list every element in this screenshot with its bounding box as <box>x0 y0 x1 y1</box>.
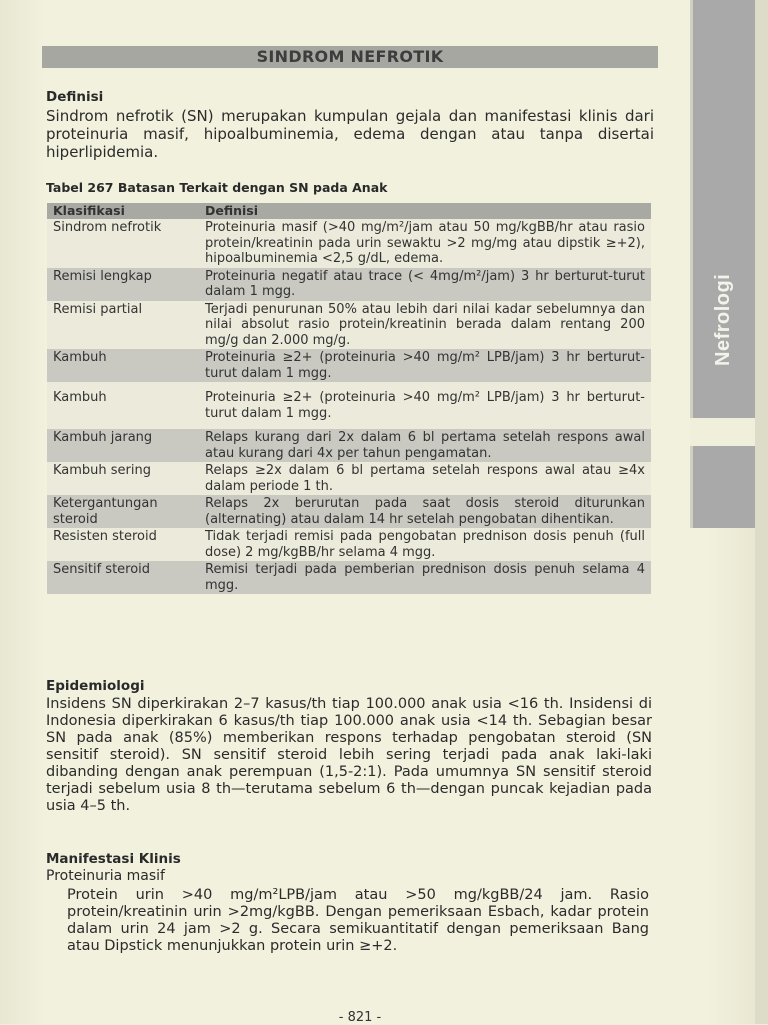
epidemiologi-text: Insidens SN diperkirakan 2–7 kasus/th tiap 100.000 anak usia <16 th. Insidensi di Indonesia diperkirakan 6 kasus/th tiap 100.000 anak usia <14 th. Sebagian besar SN pada anak (85%) memberikan respons terhadap pengobatan steroid (SN sensitif steroid). SN sensitif steroid lebih sering terjadi pada anak laki-laki dibanding dengan anak perempuan (1,5-2:1). Pada umumnya SN sensitif steroid terjadi sebelum usia 8 th—terutama sebelum 6 th—dengan puncak kejadian pada usia 4–5 th. <box>46 696 652 814</box>
manifestasi-heading: Manifestasi Klinis <box>46 851 181 867</box>
table-header-definisi: Definisi <box>199 203 651 219</box>
definitions-table <box>47 203 651 594</box>
row-klasifikasi: Sensitif steroid <box>47 561 199 594</box>
row-definisi: Tidak terjadi remisi pada pengobatan prednison dosis penuh (full dose) 2 mg/kgBB/hr selama 4 mgg. <box>199 528 651 561</box>
table-row <box>47 528 651 561</box>
side-tab-edge <box>690 0 693 528</box>
row-klasifikasi: Kambuh <box>47 382 199 429</box>
row-definisi: Proteinuria masif (>40 mg/m²/jam atau 50 mg/kgBB/hr atau rasio protein/kreatinin pada urin sewaktu >2 mg/mg atau dipstik ≥+2), hipoalbuminemia <2,5 g/dL, edema. <box>199 219 651 268</box>
page-title: SINDROM NEFROTIK <box>256 47 444 66</box>
table-row <box>47 382 651 429</box>
row-definisi: Remisi terjadi pada pemberian prednison dosis penuh selama 4 mgg. <box>199 561 651 594</box>
page-edge <box>755 0 768 1024</box>
row-klasifikasi: Sindrom nefrotik <box>47 219 199 268</box>
side-tab-gap <box>690 418 755 446</box>
row-klasifikasi: Remisi partial <box>47 301 199 350</box>
row-klasifikasi: Resisten steroid <box>47 528 199 561</box>
chapter-side-tab <box>690 0 755 528</box>
epidemiologi-heading: Epidemiologi <box>46 678 145 694</box>
page-number: - 821 - <box>338 1010 382 1025</box>
table-row <box>47 219 651 268</box>
row-definisi: Relaps ≥2x dalam 6 bl pertama setelah respons awal atau ≥4x dalam periode 1 th. <box>199 462 651 495</box>
table-row <box>47 268 651 301</box>
row-klasifikasi: Kambuh <box>47 349 199 382</box>
row-definisi: Proteinuria ≥2+ (proteinuria >40 mg/m² LPB/jam) 3 hr berturut-turut dalam 1 mgg. <box>199 382 651 429</box>
table-header-row <box>47 203 651 219</box>
row-definisi: Relaps 2x berurutan pada saat dosis steroid diturunkan (alternating) atau dalam 14 hr setelah pengobatan dihentikan. <box>199 495 651 528</box>
table-row <box>47 462 651 495</box>
row-definisi: Proteinuria negatif atau trace (< 4mg/m²/jam) 3 hr berturut-turut dalam 1 mgg. <box>199 268 651 301</box>
row-klasifikasi: Remisi lengkap <box>47 268 199 301</box>
row-definisi: Relaps kurang dari 2x dalam 6 bl pertama setelah respons awal atau kurang dari 4x per tahun pengamatan. <box>199 429 651 462</box>
table-row <box>47 301 651 350</box>
table-row <box>47 349 651 382</box>
table-header-klasifikasi: Klasifikasi <box>47 203 199 219</box>
row-definisi: Terjadi penurunan 50% atau lebih dari nilai kadar sebelumnya dan nilai absolut rasio protein/kreatinin berada dalam rentang 200 mg/g dan 2.000 mg/g. <box>199 301 651 350</box>
table-caption: Tabel 267 Batasan Terkait dengan SN pada Anak <box>46 180 388 195</box>
row-definisi: Proteinuria ≥2+ (proteinuria >40 mg/m² LPB/jam) 3 hr berturut-turut dalam 1 mgg. <box>199 349 651 382</box>
manifestasi-text: Protein urin >40 mg/m²LPB/jam atau >50 mg/kgBB/24 jam. Rasio protein/kreatinin urin >2mg/kgBB. Dengan pemeriksaan Esbach, kadar protein dalam urin 24 jam >2 g. Secara semikuantitatif dengan pemeriksaan Bang atau Dipstick menunjukkan protein urin ≥+2. <box>67 887 649 954</box>
manifestasi-subheading: Proteinuria masif <box>46 868 165 884</box>
side-tab-label: Nefrologi <box>712 273 734 366</box>
definisi-heading: Definisi <box>46 89 104 105</box>
definisi-text: Sindrom nefrotik (SN) merupakan kumpulan gejala dan manifestasi klinis dari proteinuria masif, hipoalbuminemia, edema dengan atau tanpa disertai hiperlipidemia. <box>46 107 654 161</box>
row-klasifikasi: Kambuh sering <box>47 462 199 495</box>
row-klasifikasi: Kambuh jarang <box>47 429 199 462</box>
chapter-title-banner <box>42 46 658 68</box>
table-row <box>47 429 651 462</box>
row-klasifikasi: Ketergantungan steroid <box>47 495 199 528</box>
table-row <box>47 561 651 594</box>
table-row <box>47 495 651 528</box>
